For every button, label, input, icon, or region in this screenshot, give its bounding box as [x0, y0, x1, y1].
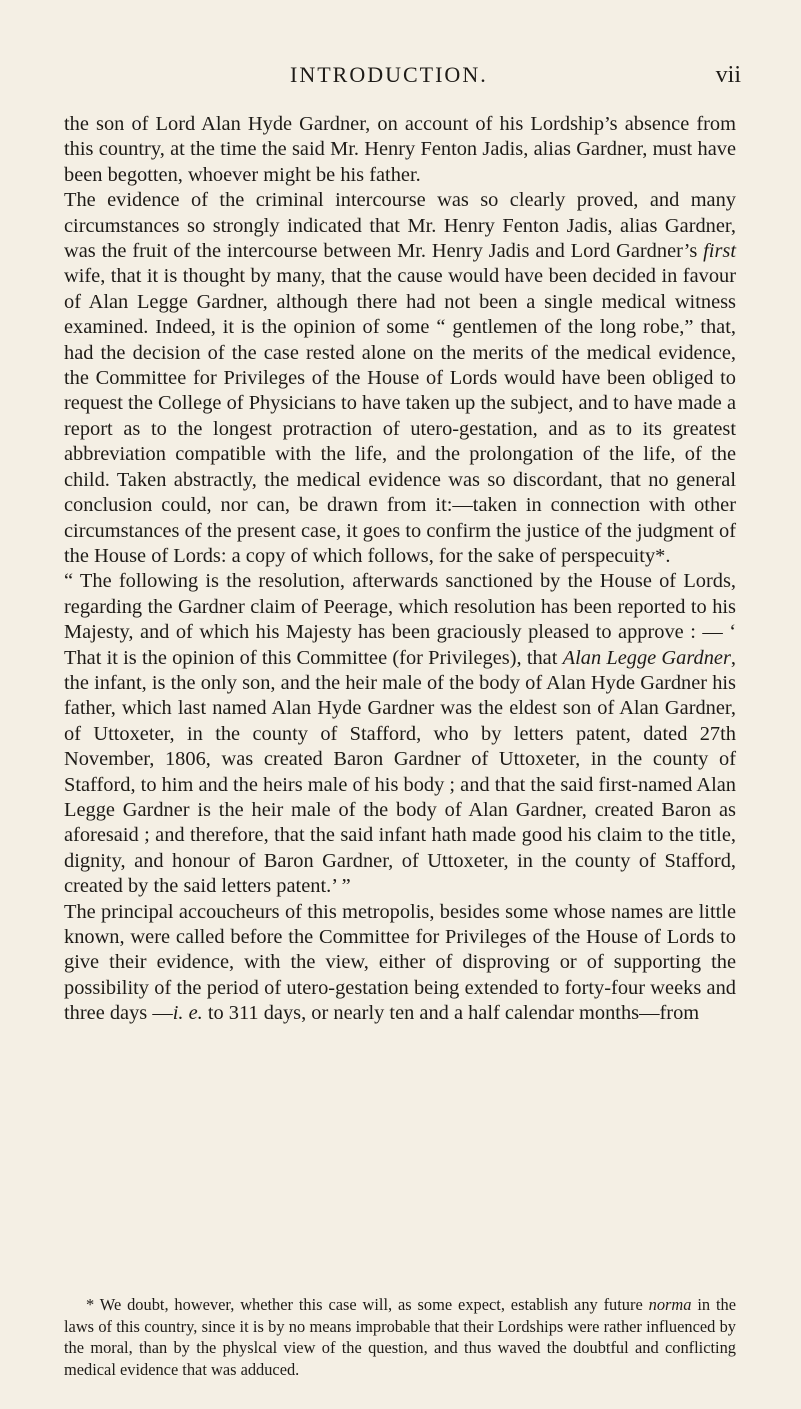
- paragraph-3-text-b: , the infant, is the only son, and the heir male of the body of Alan Hyde Gardner his father, which last named Alan Hyde Gardner was the eldest son of Alan Gardner, of Uttoxeter, in the county of Stafford, who by letters patent, dated 27th November, 1806, was created Baron Gardner of Uttoxeter, in the county of Stafford, to him and the heirs male of his body ; and that the said first-named Alan Legge Gardner is the heir male of the body of Alan Gardner, created Baron as aforesaid ; and therefore, that the said infant hath made good his claim to the title, dignity, and honour of Baron Gardner, of Uttoxeter, in the county of Stafford, created by the said letters patent.’ ”: [64, 646, 737, 898]
- paragraph-3-text-a: “ The following is the resolution, afterwards sanctioned by the House of Lords, regarding the Gardner claim of Peerage, which resolution has been reported to his Majesty, and of which his Majesty has been graciously pleased to approve : — ‘ That it is the opinion of this Committee (for Privileges), that: [64, 570, 736, 669]
- italic-ie: i. e.: [172, 1002, 203, 1025]
- footnote-paragraph: [64, 1294, 736, 1380]
- footnote-text-b: in the laws of this country, since it is by no means improbable that their Lordships were rather influenced by the moral, than by the physlcal view of the question, and thus waved the doubtful and conflicting medical evidence that was adduced.: [64, 1295, 737, 1379]
- italic-norma: norma: [648, 1295, 692, 1314]
- italic-name: Alan Legge Gardner: [562, 646, 731, 669]
- paragraph-2-text-b: wife, that it is thought by many, that the cause would have been decided in favour of Alan Legge Gardner, although there had not been a single medical witness examined. Indeed, it is the opinion of some “ gentlemen of the long robe,” that, had the decision of the case rested alone on the merits of the medical evidence, the Committee for Privileges of the House of Lords would have been obliged to request the College of Physicians to have taken up the subject, and to have made a report as to the longest protraction of utero-gestation, and as to its greatest abbreviation compatible with the life, and the prolongation of the life, of the child. Taken abstractly, the medical evidence was so discordant, that no general conclusion could, nor can, be drawn from it:—taken in connection with other circumstances of the present case, it goes to confirm the justice of the judgment of the House of Lords: a copy of which follows, for the sake of perspecuity*.: [64, 265, 736, 567]
- paragraph-3: [64, 569, 736, 899]
- page-header: [0, 62, 801, 92]
- italic-first: first: [703, 240, 736, 263]
- paragraph-2: [64, 188, 736, 569]
- paragraph-4: [64, 900, 736, 1027]
- paragraph-2-text-a: The evidence of the criminal intercourse was so clearly proved, and many circumstances so strongly indicated that Mr. Henry Fenton Jadis, alias Gardner, was the fruit of the intercourse between Mr. Henry Jadis and Lord Gardner’s: [64, 189, 736, 263]
- paragraph-4-text-a: The principal accoucheurs of this metropolis, besides some whose names are little known, were called before the Committee for Privileges of the House of Lords to give their evidence, with the view, either of disproving or of supporting the possibility of the period of utero-gestation being extended to forty-four weeks and three days —: [64, 900, 736, 1025]
- footnote: [64, 1294, 736, 1380]
- running-title: INTRODUCTION.: [290, 62, 488, 87]
- paragraph-1: [64, 112, 736, 188]
- footnote-text-a: * We doubt, however, whether this case will, as some expect, establish any future: [86, 1295, 649, 1314]
- paragraph-4-text-b: to 311 days, or nearly ten and a half calendar months—from: [202, 1002, 700, 1025]
- paragraph-1-text: the son of Lord Alan Hyde Gardner, on account of his Lordship’s absence from this country, at the time the said Mr. Henry Fenton Jadis, alias Gardner, must have been begotten, whoever might be his father.: [64, 113, 736, 186]
- main-text: [64, 112, 736, 1027]
- page-number: vii: [715, 62, 741, 88]
